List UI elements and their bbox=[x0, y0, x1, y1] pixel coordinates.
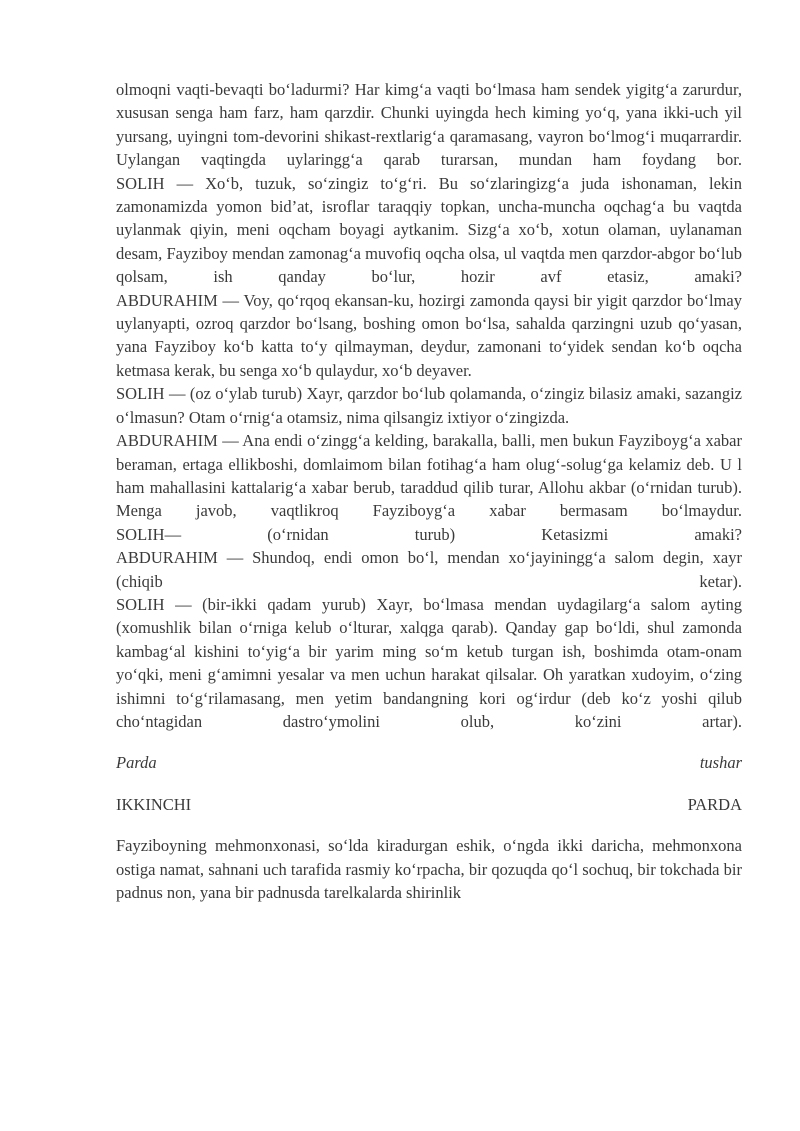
act-heading-left: IKKINCHI bbox=[116, 794, 192, 814]
stage-direction-right: tushar bbox=[699, 753, 742, 773]
document-page bbox=[116, 78, 742, 904]
act-heading-right: PARDA bbox=[687, 794, 742, 814]
stage-direction-left: Parda bbox=[116, 753, 157, 773]
paragraph-solih-3: SOLIH— (o‘rnidan turub) Ketasizmi amaki? bbox=[116, 524, 742, 544]
paragraph-solih-1: SOLIH — Xo‘b, tuzuk, so‘zingiz to‘g‘ri. Bu so‘zlaringizg‘a juda ishonaman, lekin zamonamizda yomon bid’at, isroflar taraqqiy topkan, uncha-muncha oqchag‘a bu vaqtda uylanmak qiyin, meni oqcham boyagi aytkanim. Sizg‘a xo‘b, xotun olaman, uylanaman desam, Fayziboy mendan zamonag‘a muvofiq oqcha olsa, ul vaqtda men qarzdor-abgor bo‘lub qolsam, ish qanday bo‘lur, hozir avf etasiz, amaki? bbox=[116, 173, 742, 287]
paragraph-abdurahim-4: ABDURAHIM — Shundoq, endi omon bo‘l, mendan xo‘jayiningg‘a salom degin, xayr (chiqib ketar). bbox=[116, 548, 742, 591]
paragraph-solih-2: SOLIH — (oz o‘ylab turub) Xayr, qarzdor bo‘lub qolamanda, o‘zingiz bilasiz amaki, sazangiz o‘lmasun? Otam o‘rnig‘a otamsiz, nima qilsangiz ixtiyor o‘zingizda. bbox=[116, 384, 742, 427]
act-heading bbox=[116, 793, 742, 816]
paragraph-abdurahim-1: olmoqni vaqti-bevaqti bo‘ladurmi? Har kimg‘a vaqti bo‘lmasa ham sendek yigitg‘a zarurdur, xususan senga ham farz, ham qarzdir. Chunki uyingda hech kiming yo‘q, yana ikki-uch yil yursang, uyingni tom-devorini shikast-rextlarig‘a qaramasang, vayron bo‘lmog‘i muqarrardir. Uylangan vaqtingda uylaringg‘a qarab turarsan, mundan ham foydang bor. bbox=[116, 80, 742, 170]
paragraph-solih-4: SOLIH — (bir-ikki qadam yurub) Xayr, bo‘lmasa mendan uydagilarg‘a salom ayting (xomushlik bilan o‘rniga kelub o‘lturar, xalqga qarab). Qanday gap bo‘ldi, shul zamonda kambag‘al kishini to‘yig‘a bir yarim ming so‘m ketub turgan ish, boshimda otam-onam yo‘qki, meni g‘amimni yesalar va men uchun harakat qilsalar. Oh yaratkan xudoyim, o‘zing ishimni to‘g‘rilamasang, men yetim bandangning kori og‘irdur (deb ko‘z yoshi qilub cho‘ntagidan dastro‘ymolini olub, ko‘zini artar). bbox=[116, 594, 742, 731]
paragraph-abdurahim-2: ABDURAHIM — Voy, qo‘rqoq ekansan-ku, hozirgi zamonda qaysi bir yigit qarzdor bo‘lmay uylanyapti, ozroq qarzdor bo‘lsang, boshing omon bo‘lsa, sahalda qarzingni uzub qo‘yasan, yana Fayziboy ko‘b katta to‘y qilmayman, deydur, zamonani to‘yidek sendan ko‘b oqcha ketmasa kerak, bu senga xo‘b qulaydur, xo‘b deyaver. bbox=[116, 290, 742, 380]
paragraph-abdurahim-3: ABDURAHIM — Ana endi o‘zingg‘a kelding, barakalla, balli, men bukun Fayziboyg‘a xabar beraman, ertaga ellikboshi, domlaimom bilan fotihag‘a ham olug‘-solug‘ga kelamiz deb. U l ham mahallasini kattalarig‘a xabar berub, taraddud qilib turar, Allohu akbar (o‘rnidan turub). Menga javob, vaqtlikroq Fayziboyg‘a xabar bermasam bo‘lmaydur. bbox=[116, 431, 742, 521]
act-description: Fayziboyning mehmonxonasi, so‘lda kiradurgan eshik, o‘ngda ikki daricha, mehmonxona ostiga namat, sahnani uch tarafida rasmiy ko‘rpacha, bir qozuqda qo‘l sochuq, bir tokchada bir padnus non, yana bir padnusda tarelkalarda shirinlik bbox=[116, 836, 742, 902]
stage-direction bbox=[116, 751, 742, 774]
